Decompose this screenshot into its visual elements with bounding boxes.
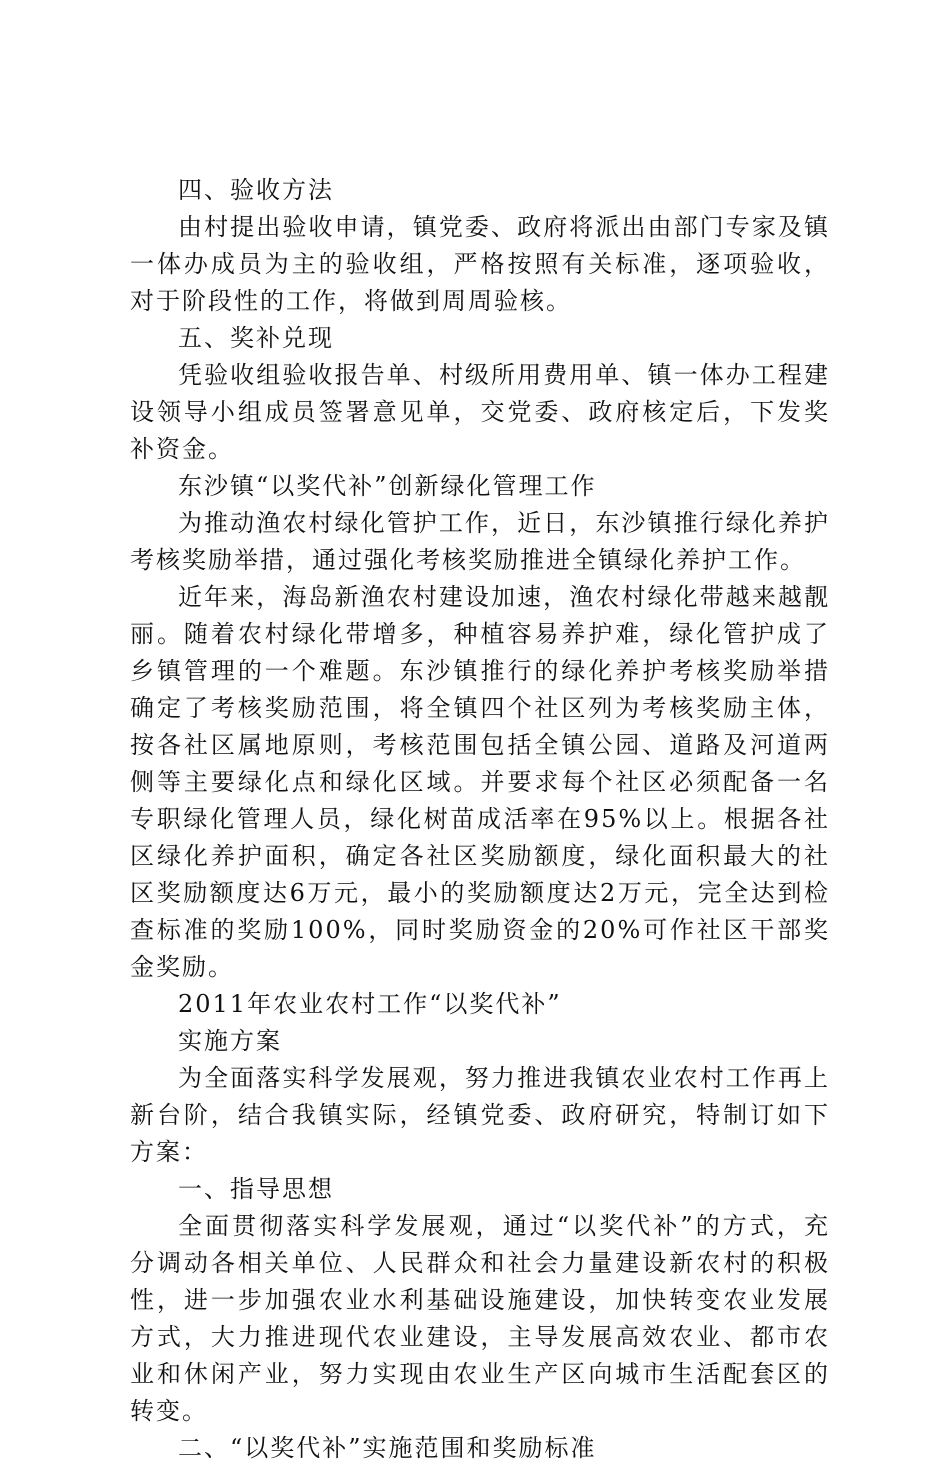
paragraph-reward-payment: 凭验收组验收报告单、村级所用费用单、镇一体办工程建设领导小组成员签署意见单，交党委、政府核定后，下发奖补资金。 — [130, 361, 830, 463]
plan-title-line1: 2011年农业农村工作“以奖代补” — [178, 990, 562, 1018]
section-heading-guiding-ideology: 一、指导思想 — [178, 1175, 334, 1203]
article-title-dongsha: 东沙镇“以奖代补”创新绿化管理工作 — [178, 472, 597, 500]
plan-title-line2: 实施方案 — [178, 1027, 282, 1055]
paragraph-dongsha-intro: 为推动渔农村绿化管护工作，近日，东沙镇推行绿化养护考核奖励举措，通过强化考核奖励推进全镇绿化养护工作。 — [130, 509, 830, 574]
paragraph-plan-intro: 为全面落实科学发展观，努力推进我镇农业农村工作再上新台阶，结合我镇实际，经镇党委、政府研究，特制订如下方案： — [130, 1064, 830, 1166]
section-heading-reward-payment: 五、奖补兑现 — [178, 324, 334, 352]
paragraph-dongsha-detail: 近年来，海岛新渔农村建设加速，渔农村绿化带越来越靓丽。随着农村绿化带增多，种植容易养护难，绿化管护成了乡镇管理的一个难题。东沙镇推行的绿化养护考核奖励举措确定了考核奖励范围，将全镇四个社区列为考核奖励主体，按各社区属地原则，考核范围包括全镇公园、道路及河道两侧等主要绿化点和绿化区域。并要求每个社区必须配备一名专职绿化管理人员，绿化树苗成活率在95%以上。根据各社区绿化养护面积，确定各社区奖励额度，绿化面积最大的社区奖励额度达6万元，最小的奖励额度达2万元，完全达到检查标准的奖励100%，同时奖励资金的20%可作社区干部奖金奖励。 — [130, 583, 830, 981]
paragraph-guiding-ideology: 全面贯彻落实科学发展观，通过“以奖代补”的方式，充分调动各相关单位、人民群众和社会力量建设新农村的积极性，进一步加强农业水利基础设施建设，加快转变农业发展方式，大力推进现代农业建设，主导发展高效农业、都市农业和休闲产业，努力实现由农业生产区向城市生活配套区的转变。 — [130, 1212, 830, 1425]
document-body — [130, 172, 830, 1467]
section-heading-scope-standards: 二、“以奖代补”实施范围和奖励标准 — [178, 1434, 597, 1462]
section-heading-acceptance-method: 四、验收方法 — [178, 176, 334, 204]
paragraph-acceptance-method: 由村提出验收申请，镇党委、政府将派出由部门专家及镇一体办成员为主的验收组，严格按照有关标准，逐项验收，对于阶段性的工作，将做到周周验核。 — [130, 213, 830, 315]
